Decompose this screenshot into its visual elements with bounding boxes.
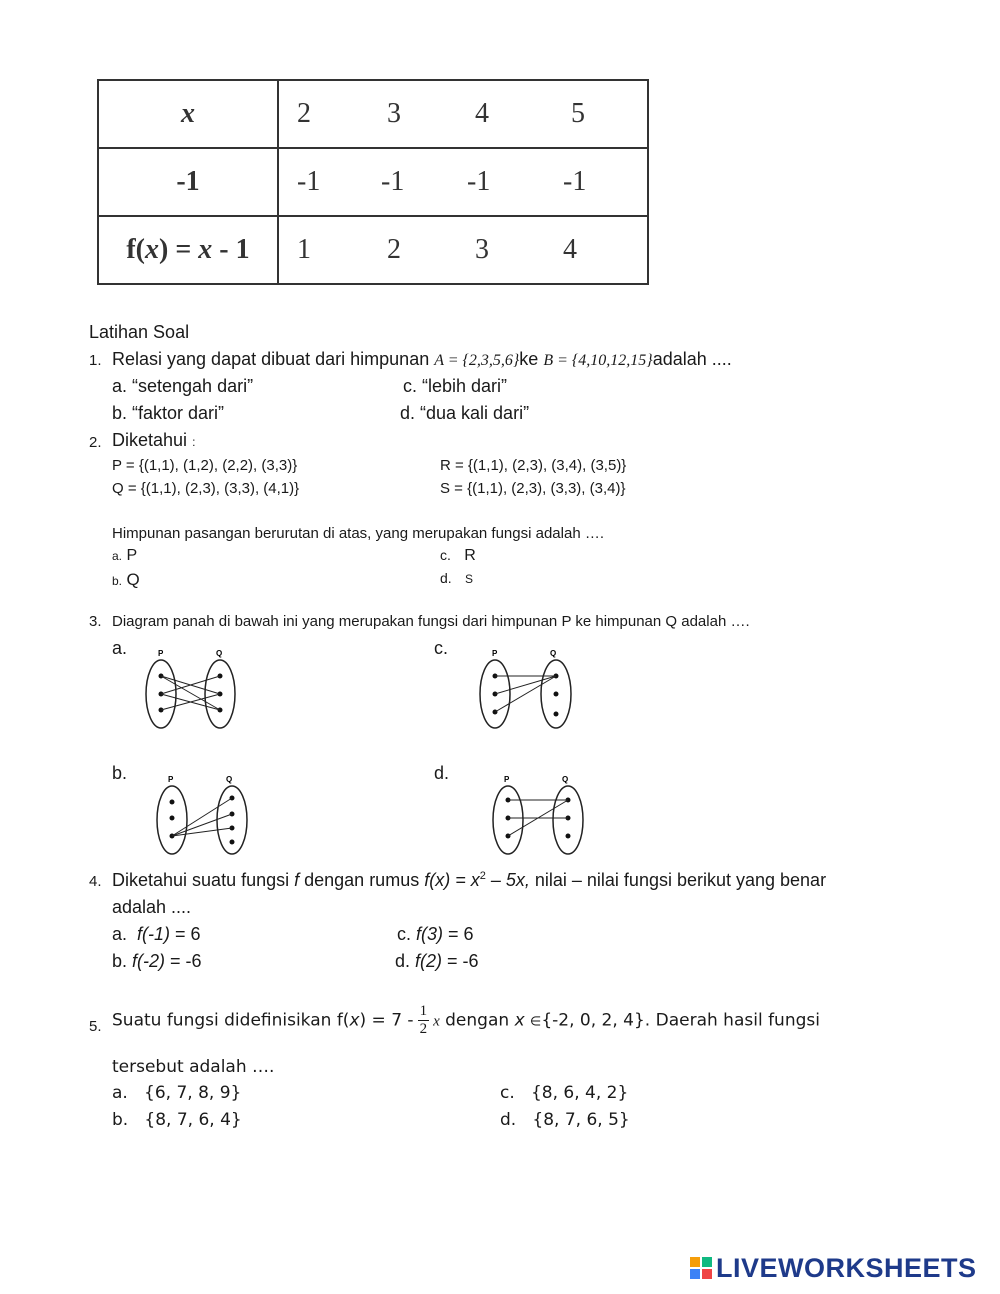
table-cell: -1 (563, 166, 587, 197)
q5-option-a[interactable]: a. {6, 7, 8, 9} (112, 1083, 242, 1103)
q4-number: 4. (89, 873, 102, 890)
liveworksheets-logo (690, 1253, 977, 1284)
fraction-half: $\frac{1}{2}$ (419, 1003, 428, 1037)
section-title: Latihan Soal (89, 322, 190, 342)
table-cell: -1 (467, 166, 491, 197)
q2-option-a[interactable]: a. P (112, 547, 138, 564)
q2-option-d[interactable]: d. S (440, 570, 474, 586)
set-q-label: Q (216, 649, 223, 658)
q2-option-c[interactable]: c. R (440, 547, 476, 564)
q1-option-a[interactable]: a. “setengah dari” (112, 376, 254, 396)
table-cell: -1 (297, 166, 321, 197)
q4-option-b[interactable]: b. f(-2) = -6 (112, 951, 202, 971)
q5-number: 5. (89, 1018, 102, 1035)
q3-option-a-label[interactable]: a. (112, 638, 128, 658)
table-cell: 2 (297, 98, 311, 129)
q3-number: 3. (89, 613, 102, 630)
q2-set-s: S = {(1,1), (2,3), (3,3), (3,4)} (440, 480, 626, 497)
table-cell: 2 (387, 234, 401, 265)
row-header-fx: f(x) = x - 1 (98, 216, 278, 284)
table-row (98, 216, 648, 284)
q3-option-b-label[interactable]: b. (112, 763, 128, 783)
set-p-label: P (158, 649, 164, 658)
q5-option-d[interactable]: d. {8, 7, 6, 5} (500, 1110, 630, 1130)
q1-text: Relasi yang dapat dibuat dari himpunan A = {2,3,5,6}ke B = {4,10,12,15}adalah .... (112, 349, 732, 369)
set-q-label: Q (562, 775, 569, 784)
q2-number: 2. (89, 434, 102, 451)
row-values (278, 148, 648, 216)
q4-text-line2: adalah .... (112, 897, 192, 917)
row-values (278, 216, 648, 284)
arrow-diagram-a[interactable] (140, 644, 244, 732)
table-row (98, 80, 648, 148)
row-values (278, 80, 648, 148)
table-cell: 5 (571, 98, 585, 129)
q4-text: Diketahui suatu fungsi f dengan rumus $f(x) = x^2 - 5x$, nilai – nilai fungsi berikut yang benar (112, 870, 827, 890)
table-cell: 4 (475, 98, 489, 129)
q4-option-d[interactable]: d. f(2) = -6 (395, 951, 479, 971)
row-header-x: x (98, 80, 278, 148)
row-header-minus-one: -1 (98, 148, 278, 216)
arrow-diagram-d[interactable] (486, 770, 590, 858)
q5-text: Suatu fungsi didefinisikan f(x) = 7 - $\frac{1}{2}$ x dengan x ∈{-2, 0, 2, 4}. Daerah hasil fungsi (112, 1003, 820, 1037)
logo-text: LIVEWORKSHEETS (716, 1253, 977, 1283)
table-row (98, 148, 648, 216)
q5-option-c[interactable]: c. {8, 6, 4, 2} (500, 1083, 629, 1103)
q5-text-line2: tersebut adalah …. (112, 1057, 275, 1077)
arrow-diagram-c[interactable] (474, 644, 578, 732)
q2-set-r: R = {(1,1), (2,3), (3,4), (3,5)} (440, 457, 627, 474)
q3-option-c-label[interactable]: c. (434, 638, 449, 658)
q2-text: Diketahui : (112, 430, 196, 450)
table-cell: 3 (475, 234, 489, 265)
q1-option-c[interactable]: c. “lebih dari” (403, 376, 508, 396)
q2-set-q: Q = {(1,1), (2,3), (3,3), (4,1)} (112, 480, 300, 497)
table-cell: 3 (387, 98, 401, 129)
q1-option-b[interactable]: b. “faktor dari” (112, 403, 225, 423)
q1-option-d[interactable]: d. “dua kali dari” (400, 403, 530, 423)
q5-option-b[interactable]: b. {8, 7, 6, 4} (112, 1110, 242, 1130)
arrow-diagram-b[interactable] (150, 770, 254, 858)
q3-option-d-label[interactable]: d. (434, 763, 450, 783)
q2-question: Himpunan pasangan berurutan di atas, yang merupakan fungsi adalah …. (112, 525, 604, 542)
set-p-label: P (492, 649, 498, 658)
set-p-label: P (168, 775, 174, 784)
q4-option-a[interactable]: a. f(-1) = 6 (112, 924, 201, 944)
q1-number: 1. (89, 352, 102, 369)
logo-grid-icon (690, 1257, 712, 1279)
set-q-label: Q (226, 775, 233, 784)
table-cell: 4 (563, 234, 577, 265)
q3-text: Diagram panah di bawah ini yang merupakan fungsi dari himpunan P ke himpunan Q adalah …. (112, 613, 750, 630)
set-p-label: P (504, 775, 510, 784)
table-cell: -1 (381, 166, 405, 197)
set-q-label: Q (550, 649, 557, 658)
q2-option-b[interactable]: b. Q (112, 570, 140, 589)
table-cell: 1 (297, 234, 311, 265)
q4-option-c[interactable]: c. f(3) = 6 (397, 924, 474, 944)
q2-set-p: P = {(1,1), (1,2), (2,2), (3,3)} (112, 457, 298, 474)
value-table (97, 79, 649, 285)
